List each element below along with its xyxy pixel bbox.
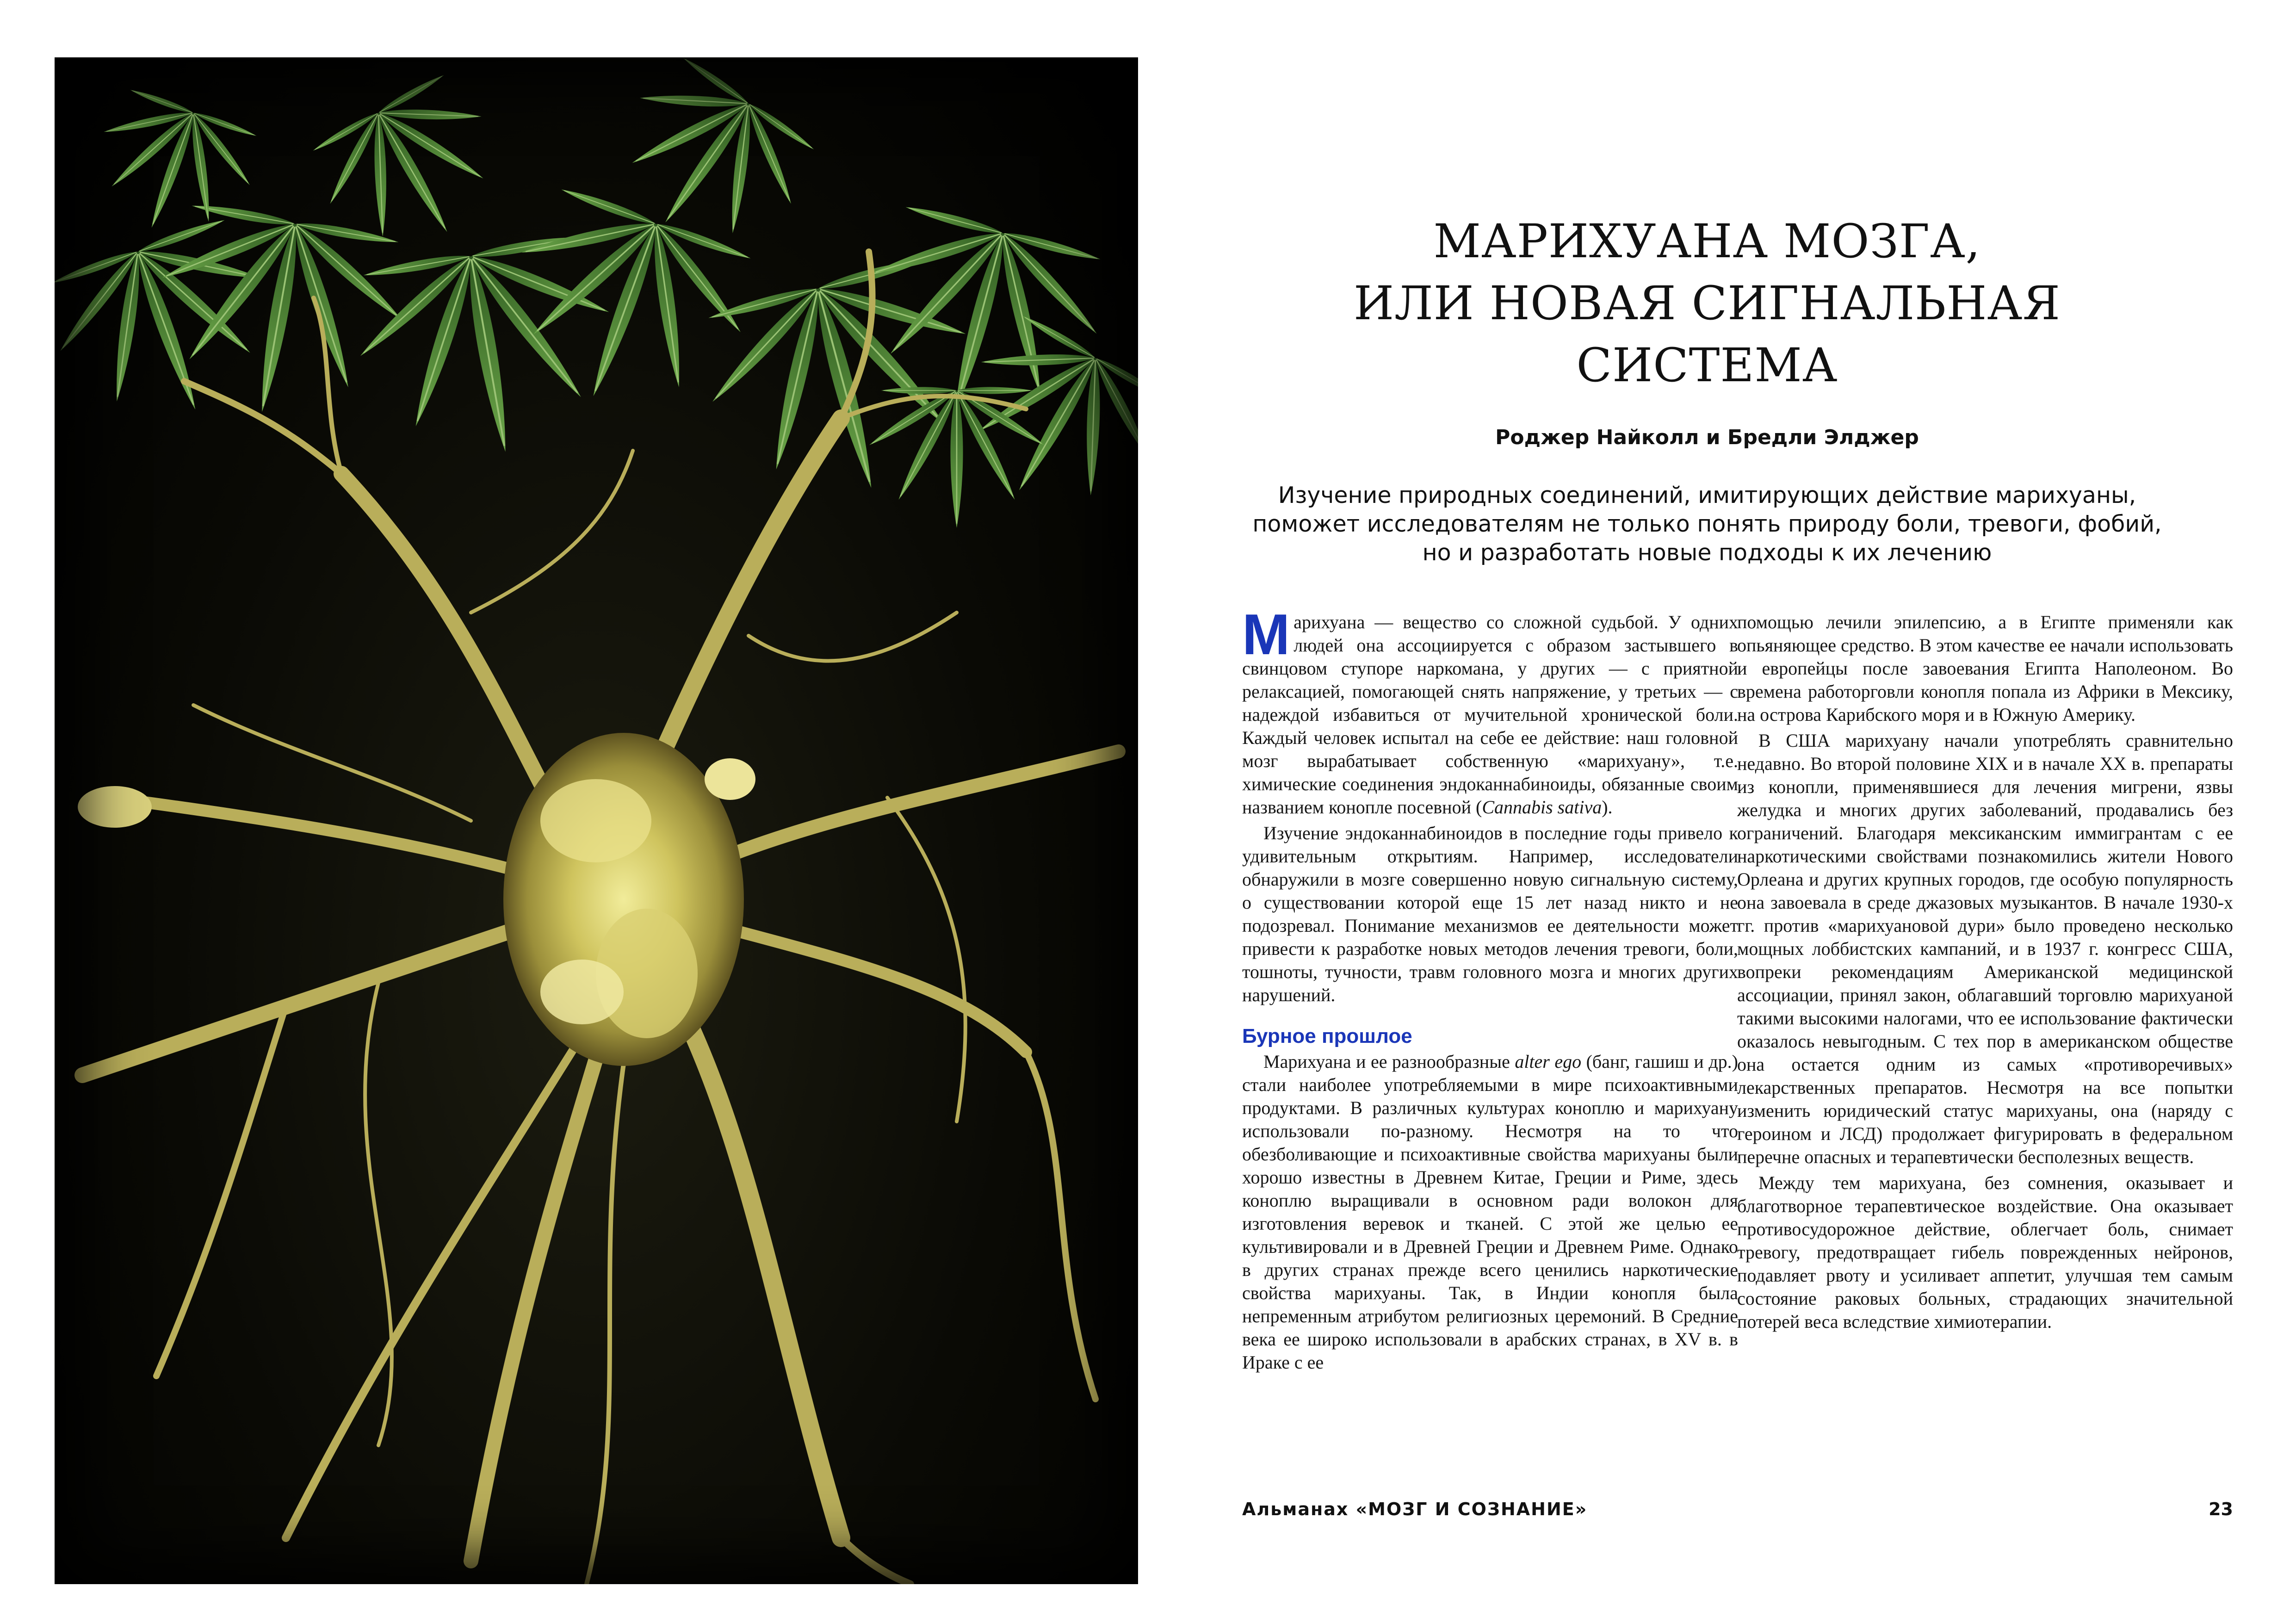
- article-authors: Роджер Найколл и Бредли Элджер: [1495, 426, 1919, 449]
- neuron-and-leaves-illustration: [55, 57, 1138, 1584]
- lead-line-1: Изучение природных соединений, имитирующих действие марихуаны,: [1278, 482, 2136, 508]
- paragraph-discoveries: Изучение эндоканнабиноидов в последние годы привело к удивительным открытиям. Например, исследователи обнаружили в мозге совершенно новую сигнальную систему, о существовании которой еще 15 лет назад никто и не подозревал. Понимание механизмов ее деятельности может привести к разработке новых методов лечения тревоги, боли, тошноты, тучности, травм головного мозга и многих других нарушений.: [1242, 823, 1738, 1005]
- article-lead: [1180, 481, 2234, 567]
- lead-line-3: но и разработать новые подходы к их лечению: [1422, 539, 1992, 566]
- paragraph-history: [1242, 1050, 1738, 1374]
- lead-line-2: поможет исследователям не только понять природу боли, тревоги, фобий,: [1252, 511, 2162, 537]
- page-number: 23: [2209, 1499, 2233, 1519]
- title-line-2: ИЛИ НОВАЯ СИГНАЛЬНАЯ: [1353, 276, 2061, 330]
- title-line-1: МАРИХУАНА МОЗГА,: [1433, 214, 1981, 268]
- drop-cap: М: [1242, 603, 1290, 667]
- body-column-left: [1242, 603, 1738, 1377]
- paragraph-intro: [1242, 603, 1738, 819]
- cover-photo: [55, 57, 1138, 1584]
- body-column-right: [1737, 611, 2233, 1336]
- paragraph-history-start: Марихуана и ее разнообразные: [1263, 1051, 1515, 1072]
- section-heading: Бурное прошлое: [1242, 1025, 1412, 1047]
- paragraph-history-text: (банг, гашиш и др.) стали наиболее употребляемыми в мире психоактивными продуктами. В различных культурах коноплю и марихуану использовали по-разному. Несмотря на то что обезболивающие и психоактивные свойства марихуаны были хорошо известны в Древнем Китае, Греции и Риме, здесь коноплю выращивали в основном ради волокон для изготовления веревок и тканей. С этой же целью ее культивировали и в Древней Греции и Древнем Риме. Однако в других странах прежде всего ценились наркотические свойства марихуаны. Так, в Индии конопля была непременным атрибутом религиозных церемоний. В Средние века ее широко использовали в арабских странах, в XV в. в Ираке с ее: [1242, 1051, 1738, 1373]
- latin-name: Cannabis sativa: [1482, 797, 1602, 818]
- neuron-soma: [78, 733, 755, 1066]
- cannabis-leaves: [55, 57, 1138, 540]
- publication-name: Альманах «МОЗГ И СОЗНАНИЕ»: [1242, 1499, 1588, 1519]
- paragraph-usa: В США марихуану начали употреблять сравнительно недавно. Во второй половине XIX и в начале XX в. препараты из конопли, применявшиеся для лечения мигрени, язвы желудка и многих других заболеваний, продавались без ограничений. Благодаря мексиканским иммигрантам с ее наркотическими свойствами познакомились жители Нового Орлеана и других крупных городов, где особую популярность она завоевала в среде джазовых музыкантов. В начале 1930-х гг. против «марихуановой дури» было проведено несколько мощных лоббистских кампаний, и в 1937 г. конгресс США, вопреки рекомендациям Американской медицинской ассоциации, принял закон, облагавший торговлю марихуаной такими высокими налогами, что ее использование фактически оказалось невыгодным. С тех пор в американском обществе она остается одним из самых «противоречивых» лекарственных препаратов. Несмотря на все попытки изменить юридический статус марихуаны, она (наряду с героином и ЛСД) продолжает фигурировать в федеральном перечне опасных и терапевтически бесполезных веществ.: [1737, 730, 2233, 1167]
- paragraph-history-continued: помощью лечили эпилепсию, а в Египте применяли как опьяняющее средство. В этом качестве ее начали использовать и европейцы после завоевания Египта Наполеоном. Во времена работорговли конопля попала из Африки в Мексику, на острова Карибского моря и в Южную Америку.: [1737, 612, 2233, 725]
- paragraph-therapeutic: Между тем марихуана, без сомнения, оказывает и благотворное терапевтическое воздействие. Она оказывает противосудорожное действие, облегчает боль, снимает тревогу, предотвращает гибель поврежденных нейронов, подавляет рвоту и усиливает аппетит, улучшая тем самым состояние раковых больных, страдающих значительной потерей веса вследствие химиотерапии.: [1737, 1172, 2233, 1332]
- alter-ego-term: alter ego: [1515, 1051, 1582, 1072]
- title-line-3: СИСТЕМА: [1576, 338, 1838, 392]
- paragraph-intro-text: арихуана — вещество со сложной судьбой. У одних людей она ассоциируется с образом застывшего в свинцовом ступоре наркомана, у других — с приятной релаксацией, помогающей снять напряжение, у третьих — с надеждой избавиться от мучительной хронической боли. Каждый человек испытал на себе ее действие: наш головной мозг вырабатывает собственную «марихуану», т.е. химические соединения эндоканнабиноиды, обязанные своим названием конопле посевной (: [1242, 612, 1738, 818]
- paragraph-intro-end: ).: [1602, 797, 1613, 818]
- article-title: [1180, 211, 2234, 396]
